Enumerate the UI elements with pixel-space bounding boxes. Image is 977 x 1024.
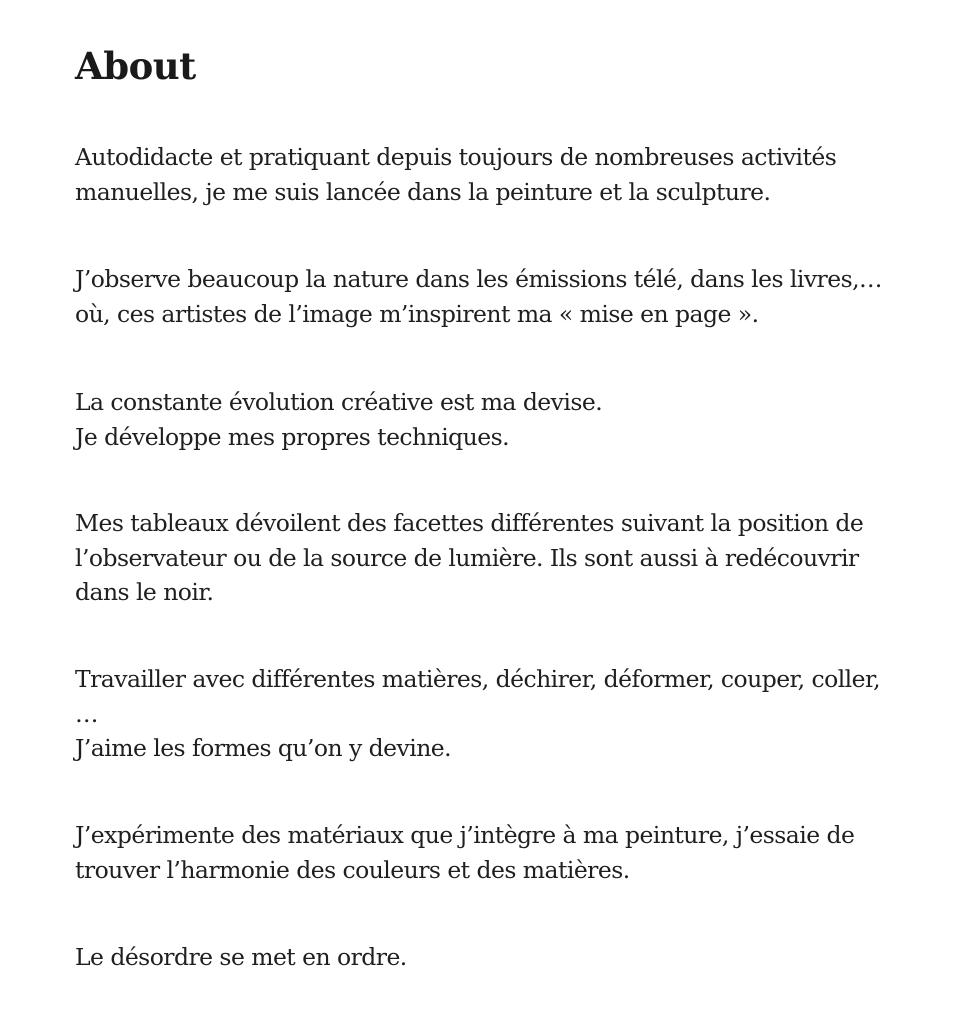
paragraph-line: Autodidacte et pratiquant depuis toujours de nombreuses activités <box>75 143 837 171</box>
paragraph-line: où, ces artistes de l’image m’inspirent ma « mise en page ». <box>75 299 759 328</box>
paragraph-line: La constante évolution créative est ma devise. <box>75 388 603 416</box>
paragraph-line: … <box>75 699 98 728</box>
paragraph-intro <box>75 140 836 209</box>
paragraph-line: J’aime les formes qu’on y devine. <box>75 734 452 762</box>
paragraph-line: trouver l’harmonie des couleurs et des matières. <box>75 855 630 884</box>
paragraph-line: l’observateur ou de la source de lumière. Ils sont aussi à redécouvrir <box>75 543 859 572</box>
paragraph-inspiration <box>75 262 882 331</box>
paragraph-line: Travailler avec différentes matières, déchirer, déformer, couper, coller, <box>75 665 881 693</box>
paragraph-line: J’expérimente des matériaux que j’intègre à ma peinture, j’essaie de <box>75 821 855 849</box>
paragraph-line: Le désordre se met en ordre. <box>75 943 407 971</box>
paragraph-experiment <box>75 818 854 887</box>
paragraph-line: Je développe mes propres techniques. <box>75 422 510 451</box>
paragraph-paintings <box>75 506 863 610</box>
paragraph-line: dans le noir. <box>75 578 214 606</box>
page-title: About <box>75 44 196 88</box>
paragraph-motto <box>75 385 602 454</box>
about-article <box>75 40 955 971</box>
paragraph-line: manuelles, je me suis lancée dans la peinture et la sculpture. <box>75 177 771 206</box>
paragraph-line: Mes tableaux dévoilent des facettes différentes suivant la position de <box>75 509 864 537</box>
paragraph-closing <box>75 940 407 975</box>
paragraph-line: J’observe beaucoup la nature dans les émissions télé, dans les livres,… <box>75 265 882 293</box>
paragraph-materials <box>75 662 880 766</box>
